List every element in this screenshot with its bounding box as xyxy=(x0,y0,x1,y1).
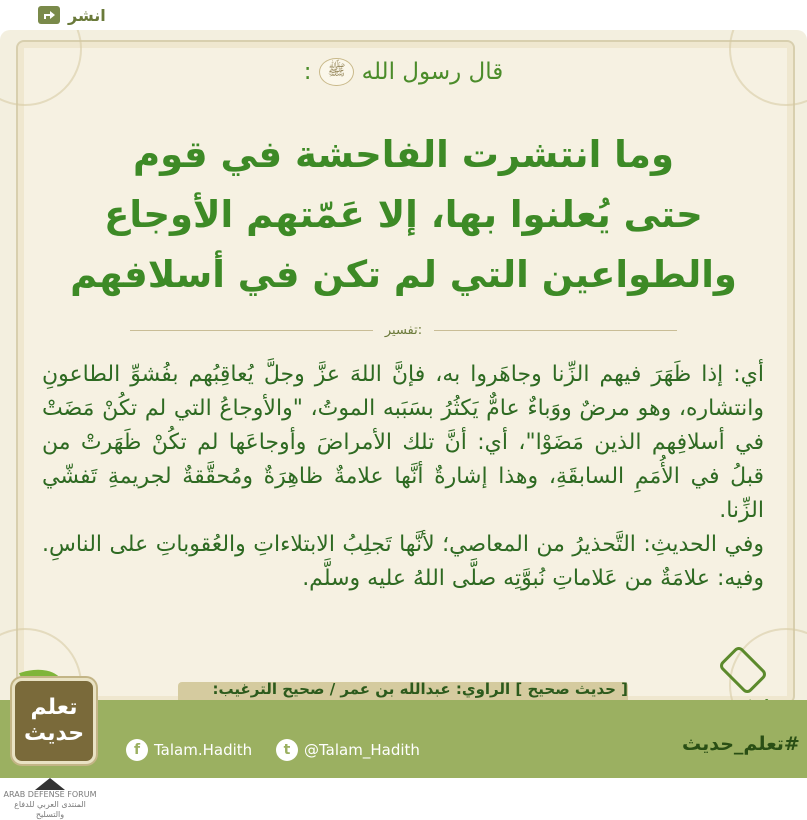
twitter-icon: t xyxy=(276,739,298,761)
twitter-link[interactable] xyxy=(276,738,420,762)
watermark-line: ARAB DEFENSE FORUM xyxy=(3,790,97,799)
intro-text: قال رسول الله xyxy=(361,59,504,85)
tafsir-label: تفسير: xyxy=(384,322,423,338)
facebook-link[interactable] xyxy=(126,738,252,762)
talam-hadith-badge xyxy=(12,678,96,764)
share-label: انشر xyxy=(68,5,106,25)
divider-line xyxy=(434,330,677,331)
twitter-handle: @Talam_Hadith xyxy=(304,741,420,759)
watermark-line: المنتدى العربي للدفاع والتسليح xyxy=(14,800,86,819)
hadith-line: وما انتشرت الفاحشة في قوم xyxy=(133,133,674,176)
tafsir-text xyxy=(42,358,764,596)
facebook-handle: Talam.Hadith xyxy=(154,741,253,759)
divider-line xyxy=(130,330,373,331)
hadith-reference: [ حديث صحيح ] الراوي: عبدالله بن عمر / صحيح الترغيب: xyxy=(178,682,628,714)
share-button[interactable] xyxy=(38,4,106,26)
hadith-line: والطواعين التي لم تكن في أسلافهم xyxy=(70,253,737,296)
hadith-text xyxy=(40,125,767,305)
share-arrow-icon xyxy=(38,6,60,24)
forum-logo-icon xyxy=(35,778,65,790)
hashtag[interactable]: #تعلم_حديث xyxy=(682,733,800,755)
tafsir-paragraph: أي: إذا ظَهَرَ فيهم الزِّنا وجاهَروا به، فإنَّ اللهَ عزَّ وجلَّ يُعاقِبُهم بفُشوِّ الطاعونِ وانتشاره، وهو مرضٌ ووَباءٌ عامٌّ يَكثُرُ بسَبَبه الموتُ، "والأوجاعُ التي لم تكُنْ مَضَتْ في أسلافِهم الذين مَضَوْا"، أي: أنَّ تلك الأمراضَ وأوجاعَها لم تكُنْ ظَهَرتْ من قبلُ في الأُمَمِ السابقَةِ، وهذا إشارةٌ أنَّها علامةٌ ظاهِرَةٌ ومُحقَّقةٌ لجريمةِ تَفشّي الزِّنا. xyxy=(42,362,764,523)
tafsir-divider xyxy=(130,320,677,340)
badge-line: تعلم xyxy=(30,695,78,720)
intro-colon: : xyxy=(303,59,312,85)
badge-line: حديث xyxy=(23,721,85,746)
salawat-seal: ﷺ xyxy=(319,58,353,86)
tafsir-paragraph: وفي الحديثِ: التَّحذيرُ من المعاصي؛ لأنَّها تَجلِبُ الابتلاءاتِ والعُقوباتِ على الناسِ. وفيه: علامَةٌ من عَلاماتِ نُبوَّتِه صلَّى اللهُ عليه وسلَّم. xyxy=(42,532,764,591)
hadith-line: حتى يُعلنوا بها، إلا عَمّتهم الأوجاع xyxy=(104,193,703,236)
facebook-icon: f xyxy=(126,739,148,761)
hadith-card xyxy=(0,30,807,778)
forum-watermark xyxy=(0,776,100,819)
intro-line xyxy=(0,58,807,86)
